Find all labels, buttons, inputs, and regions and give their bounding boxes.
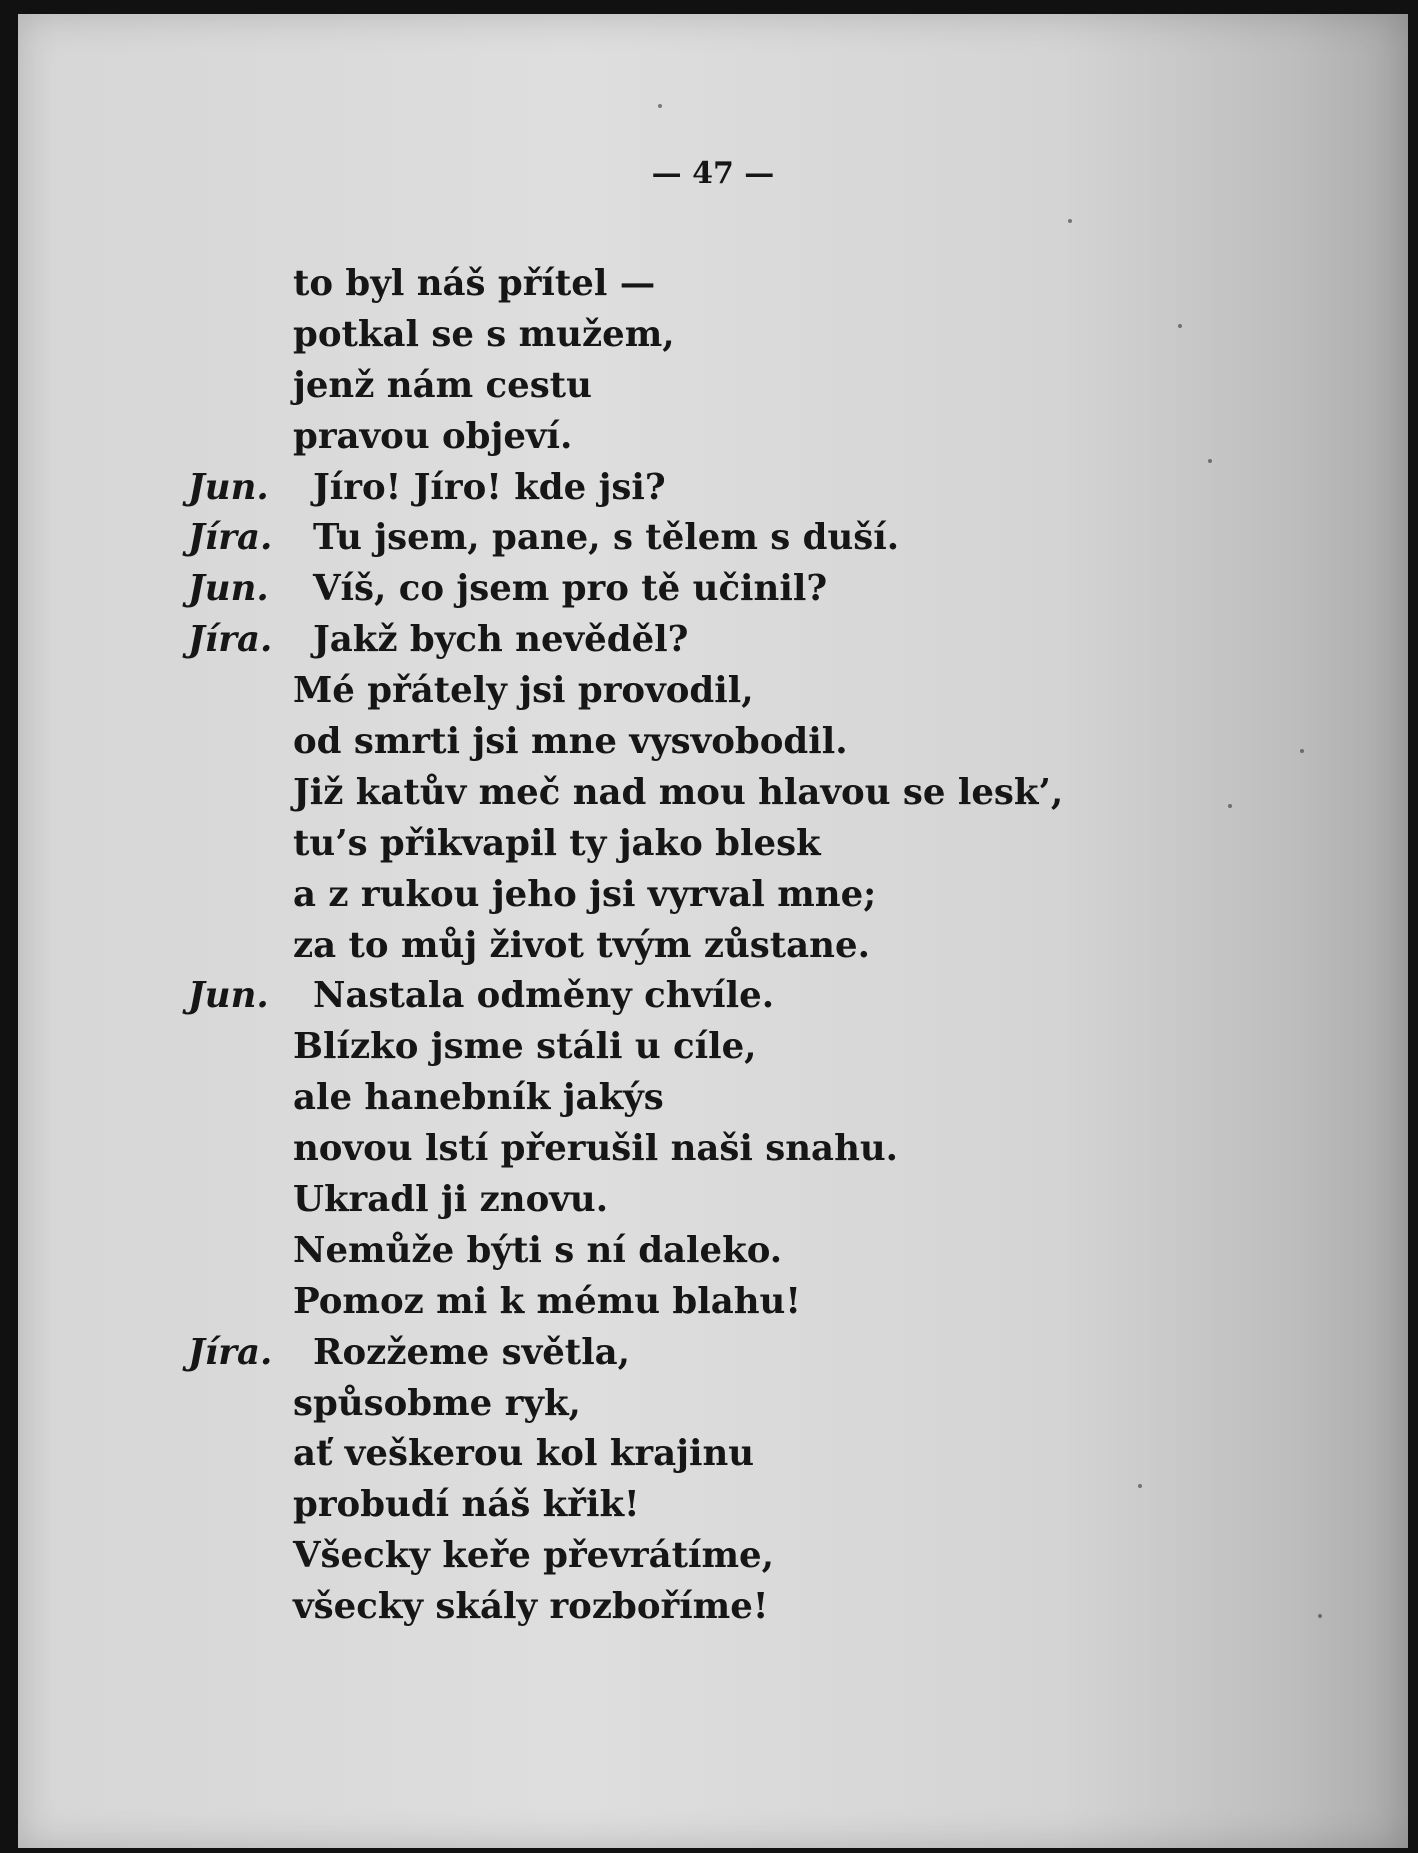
verse-text: Nastala odměny chvíle.	[313, 975, 775, 1017]
verse-text: jenž nám cestu	[293, 364, 592, 406]
verse-text: potkal se s mužem,	[293, 313, 675, 355]
paper-speck	[1208, 459, 1212, 463]
speaker-label: Jíra.	[188, 517, 273, 559]
verse-line	[168, 412, 1318, 463]
verse-text: to byl náš přítel —	[293, 263, 656, 304]
verse-text: pravou objeví.	[293, 415, 573, 457]
speaker-label: Jíra.	[188, 619, 273, 661]
verse-text: Blízko jsme stáli u cíle,	[293, 1026, 757, 1068]
verse-text: Mé přátely jsi provodil,	[293, 670, 754, 712]
verse-text: tu’s přikvapil ty jako blesk	[293, 822, 821, 864]
verse-line	[168, 870, 1318, 921]
verse-text: za to můj život tvým zůstane.	[293, 924, 870, 966]
verse-line	[168, 1328, 1318, 1379]
verse-line	[168, 768, 1318, 819]
verse-text: ať veškerou kol krajinu	[293, 1433, 755, 1475]
verse-text: Jakž bych nevěděl?	[313, 619, 689, 661]
verse-text: Pomoz mi k mému blahu!	[293, 1280, 801, 1322]
verse-line	[168, 1531, 1318, 1582]
paper-speck	[1300, 749, 1304, 753]
speaker-label: Jun.	[188, 466, 269, 508]
paper-speck	[658, 104, 662, 108]
verse-text: Víš, co jsem pro tě učinil?	[313, 568, 828, 610]
book-page	[18, 14, 1408, 1848]
verse-line	[168, 666, 1318, 717]
verse-line	[168, 1022, 1318, 1073]
verse-line	[168, 361, 1318, 412]
verse-line	[168, 1124, 1318, 1175]
verse-line	[168, 819, 1318, 870]
verse-text: probudí náš křik!	[293, 1484, 640, 1526]
paper-speck	[1178, 324, 1182, 328]
verse-text: Již katův meč nad mou hlavou se lesk’,	[293, 771, 1064, 813]
verse-text-block	[168, 259, 1318, 1633]
verse-line	[168, 310, 1318, 361]
verse-line	[168, 615, 1318, 666]
verse-text: spůsobme ryk,	[293, 1382, 581, 1424]
paper-speck	[1228, 804, 1232, 808]
speaker-label: Jun.	[188, 568, 269, 610]
verse-line	[168, 463, 1318, 514]
verse-line	[168, 1429, 1318, 1480]
page-number: — 47 —	[651, 156, 775, 191]
verse-line	[168, 1277, 1318, 1328]
verse-text: Ukradl ji znovu.	[293, 1179, 609, 1221]
verse-line	[168, 921, 1318, 972]
verse-text: Všecky keře převrátíme,	[293, 1535, 774, 1577]
verse-line	[168, 1175, 1318, 1226]
verse-text: Rozžeme světla,	[313, 1331, 631, 1373]
verse-text: od smrti jsi mne vysvobodil.	[293, 721, 848, 763]
paper-speck	[1068, 219, 1072, 223]
speaker-label: Jun.	[188, 975, 269, 1017]
verse-text: Jíro! Jíro! kde jsi?	[313, 466, 666, 508]
verse-line	[168, 971, 1318, 1022]
verse-line	[168, 513, 1318, 564]
verse-text: a z rukou jeho jsi vyrval mne;	[293, 873, 877, 915]
verse-line	[168, 1480, 1318, 1531]
verse-line	[168, 564, 1318, 615]
verse-text: Tu jsem, pane, s tělem s duší.	[313, 517, 900, 559]
verse-text: Nemůže býti s ní daleko.	[293, 1229, 783, 1271]
verse-line	[168, 1226, 1318, 1277]
verse-line	[168, 717, 1318, 768]
paper-speck	[1318, 1614, 1322, 1618]
verse-text: ale hanebník jakýs	[293, 1077, 664, 1119]
verse-text: všecky skály rozboříme!	[293, 1586, 769, 1628]
speaker-label: Jíra.	[188, 1331, 273, 1373]
verse-line	[168, 1073, 1318, 1124]
verse-line	[168, 259, 1318, 310]
verse-line	[168, 1379, 1318, 1430]
verse-text: novou lstí přerušil naši snahu.	[293, 1128, 899, 1170]
verse-line	[168, 1582, 1318, 1633]
paper-speck	[1138, 1484, 1142, 1488]
